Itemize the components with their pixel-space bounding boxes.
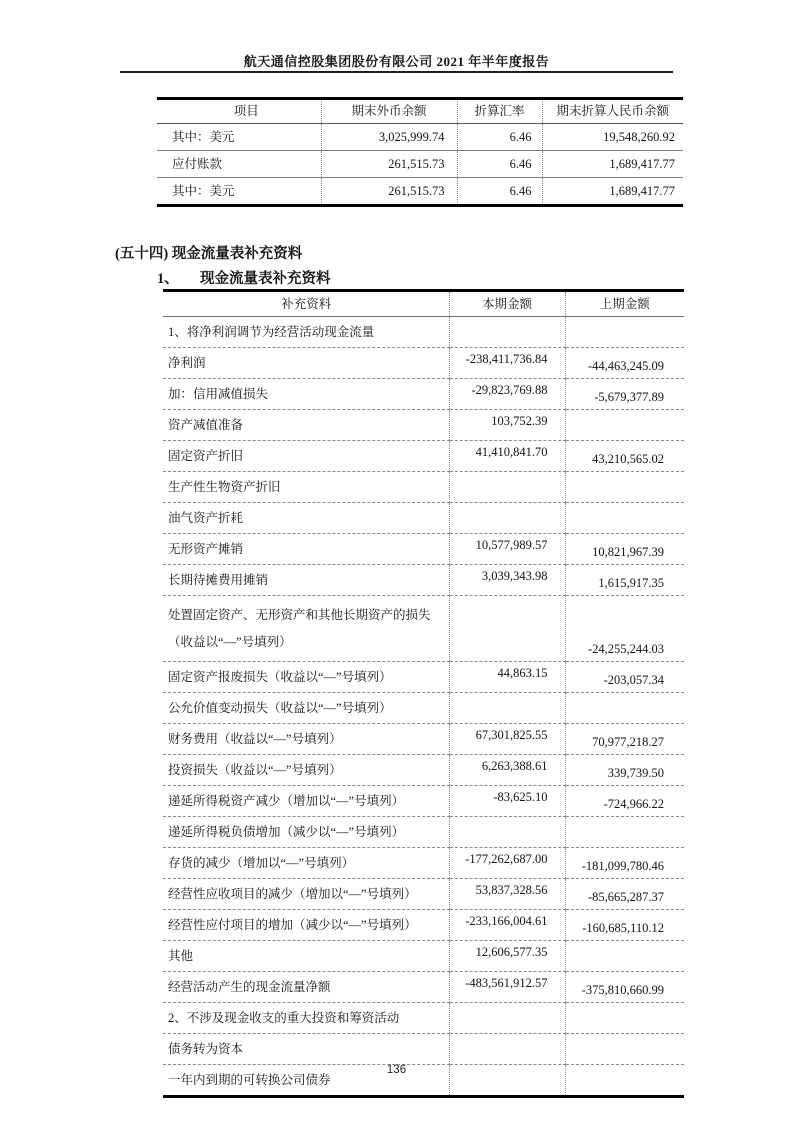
current-amount: 67,301,825.55: [449, 724, 565, 755]
supplement-item-label: 公允价值变动损失（收益以“—”号填列）: [163, 693, 449, 724]
supplement-item-label: 长期待摊费用摊销: [163, 565, 449, 596]
table-row: [163, 848, 684, 879]
supplement-item-label: 油气资产折耗: [163, 503, 449, 534]
header-divider: [120, 71, 673, 73]
previous-amount: 43,210,565.02: [565, 441, 684, 472]
previous-amount: 70,977,218.27: [565, 724, 684, 755]
table-row: [157, 178, 683, 206]
current-amount: 3,039,343.98: [449, 565, 565, 596]
supplement-item-label: 固定资产折旧: [163, 441, 449, 472]
previous-amount: -160,685,110.12: [565, 910, 684, 941]
table-row: [163, 786, 684, 817]
page-number: 136: [386, 1064, 407, 1076]
table-header-row: [163, 291, 684, 317]
table-row: [163, 724, 684, 755]
item-label: 其中：美元: [157, 124, 321, 151]
current-amount: -83,625.10: [449, 786, 565, 817]
supplement-item-label: 投资损失（收益以“—”号填列）: [163, 755, 449, 786]
table-row: [163, 441, 684, 472]
rmb-balance: 1,689,417.77: [542, 151, 683, 178]
supplement-item-label: 无形资产摊销: [163, 534, 449, 565]
current-amount: [449, 317, 565, 348]
previous-amount: [565, 503, 684, 534]
column-header: 项目: [157, 99, 321, 124]
column-header: 本期金额: [449, 291, 565, 317]
current-amount: -238,411,736.84: [449, 348, 565, 379]
table-row: [163, 317, 684, 348]
current-amount: 41,410,841.70: [449, 441, 565, 472]
table-row: [163, 1003, 684, 1034]
current-amount: 44,863.15: [449, 662, 565, 693]
column-header: 期末外币余额: [321, 99, 457, 124]
table-row: [163, 662, 684, 693]
current-amount: 10,577,989.57: [449, 534, 565, 565]
table-row: [163, 472, 684, 503]
foreign-balance: 261,515.73: [321, 178, 457, 206]
current-amount: -29,823,769.88: [449, 379, 565, 410]
previous-amount: -203,057.34: [565, 662, 684, 693]
table-row: [157, 124, 683, 151]
supplement-item-label: 其他: [163, 941, 449, 972]
table-row: [163, 879, 684, 910]
current-amount: [449, 472, 565, 503]
column-header: 折算汇率: [457, 99, 542, 124]
table-row: [163, 565, 684, 596]
supplement-item-label: 加：信用减值损失: [163, 379, 449, 410]
previous-amount: [565, 472, 684, 503]
table-row: [163, 972, 684, 1003]
previous-amount: [565, 817, 684, 848]
rmb-balance: 1,689,417.77: [542, 178, 683, 206]
supplement-item-label: 存货的减少（增加以“—”号填列）: [163, 848, 449, 879]
table-header-row: [157, 99, 683, 124]
table-row: [163, 910, 684, 941]
current-amount: 12,606,577.35: [449, 941, 565, 972]
table-row: [163, 410, 684, 441]
subsection-title: 现金流量表补充资料: [200, 271, 331, 287]
section-heading: (五十四) 现金流量表补充资料: [115, 246, 303, 262]
subsection-number: 1、: [157, 271, 179, 287]
exchange-rate: 6.46: [457, 178, 542, 206]
supplement-item-label: 经营性应收项目的减少（增加以“—”号填列）: [163, 879, 449, 910]
supplement-item-label: 递延所得税负债增加（减少以“—”号填列）: [163, 817, 449, 848]
current-amount: 53,837,328.56: [449, 879, 565, 910]
supplement-item-label: 固定资产报废损失（收益以“—”号填列）: [163, 662, 449, 693]
column-header: 补充资料: [163, 291, 449, 317]
supplement-item-label: 1、将净利润调节为经营活动现金流量: [163, 317, 449, 348]
current-amount: 6,263,388.61: [449, 755, 565, 786]
current-amount: [449, 817, 565, 848]
supplement-item-label: 递延所得税资产减少（增加以“—”号填列）: [163, 786, 449, 817]
table-row: [157, 151, 683, 178]
current-amount: [449, 503, 565, 534]
previous-amount: 10,821,967.39: [565, 534, 684, 565]
item-label: 应付账款: [157, 151, 321, 178]
table-row: [163, 817, 684, 848]
rmb-balance: 19,548,260.92: [542, 124, 683, 151]
supplement-item-label: 一年内到期的可转换公司债券: [168, 1072, 331, 1087]
previous-amount: -44,463,245.09: [565, 348, 684, 379]
item-label: 其中：美元: [172, 183, 235, 198]
page-title: 航天通信控股集团股份有限公司 2021 年半年度报告: [243, 54, 550, 69]
previous-amount: 339,739.50: [565, 755, 684, 786]
table-row: [163, 534, 684, 565]
table-row: [163, 755, 684, 786]
exchange-rate: 6.46: [457, 151, 542, 178]
previous-amount: -375,810,660.99: [565, 972, 684, 1003]
current-amount: 103,752.39: [449, 410, 565, 441]
foreign-balance: 3,025,999.74: [321, 124, 457, 151]
table-row: [163, 1034, 684, 1065]
foreign-balance: 261,515.73: [321, 151, 457, 178]
current-amount: -483,561,912.57: [449, 972, 565, 1003]
supplement-item-label: 资产减值准备: [163, 410, 449, 441]
previous-amount: -5,679,377.89: [565, 379, 684, 410]
exchange-rate: 6.46: [457, 124, 542, 151]
supplement-item-label: 经营活动产生的现金流量净额: [163, 972, 449, 1003]
previous-amount: [565, 693, 684, 724]
supplement-item-label: 经营性应付项目的增加（减少以“—”号填列）: [163, 910, 449, 941]
supplement-item-label: 净利润: [163, 348, 449, 379]
previous-amount: 1,615,917.35: [565, 565, 684, 596]
supplement-item-label: 2、不涉及现金收支的重大投资和筹资活动: [163, 1003, 449, 1034]
table-row: [163, 941, 684, 972]
foreign-currency-table: [157, 97, 683, 207]
previous-amount: [565, 941, 684, 972]
previous-amount: [565, 1034, 684, 1065]
previous-amount: [565, 317, 684, 348]
cashflow-supplement-table: [163, 289, 684, 1098]
previous-amount: -85,665,287.37: [565, 879, 684, 910]
current-amount: [449, 596, 565, 662]
current-amount: [449, 1003, 565, 1034]
current-amount: [449, 1034, 565, 1065]
supplement-item-label: 处置固定资产、无形资产和其他长期资产的损失（收益以“—”号填列）: [163, 596, 449, 662]
column-header: 期末折算人民币余额: [542, 99, 683, 124]
table-row: [163, 348, 684, 379]
column-header: 上期金额: [565, 291, 684, 317]
supplement-item-label: 财务费用（收益以“—”号填列）: [163, 724, 449, 755]
current-amount: -233,166,004.61: [449, 910, 565, 941]
current-amount: [449, 693, 565, 724]
previous-amount: [565, 1003, 684, 1034]
table-row: [163, 693, 684, 724]
previous-amount: -181,099,780.46: [565, 848, 684, 879]
table-row: [163, 596, 684, 662]
subsection-heading: [157, 267, 331, 288]
previous-amount: [565, 410, 684, 441]
table-row: [163, 379, 684, 410]
supplement-item-label: 生产性生物资产折旧: [163, 472, 449, 503]
table-row: [163, 503, 684, 534]
previous-amount: -724,966.22: [565, 786, 684, 817]
supplement-item-label: 债务转为资本: [163, 1034, 449, 1065]
current-amount: -177,262,687.00: [449, 848, 565, 879]
previous-amount: -24,255,244.03: [565, 596, 684, 662]
